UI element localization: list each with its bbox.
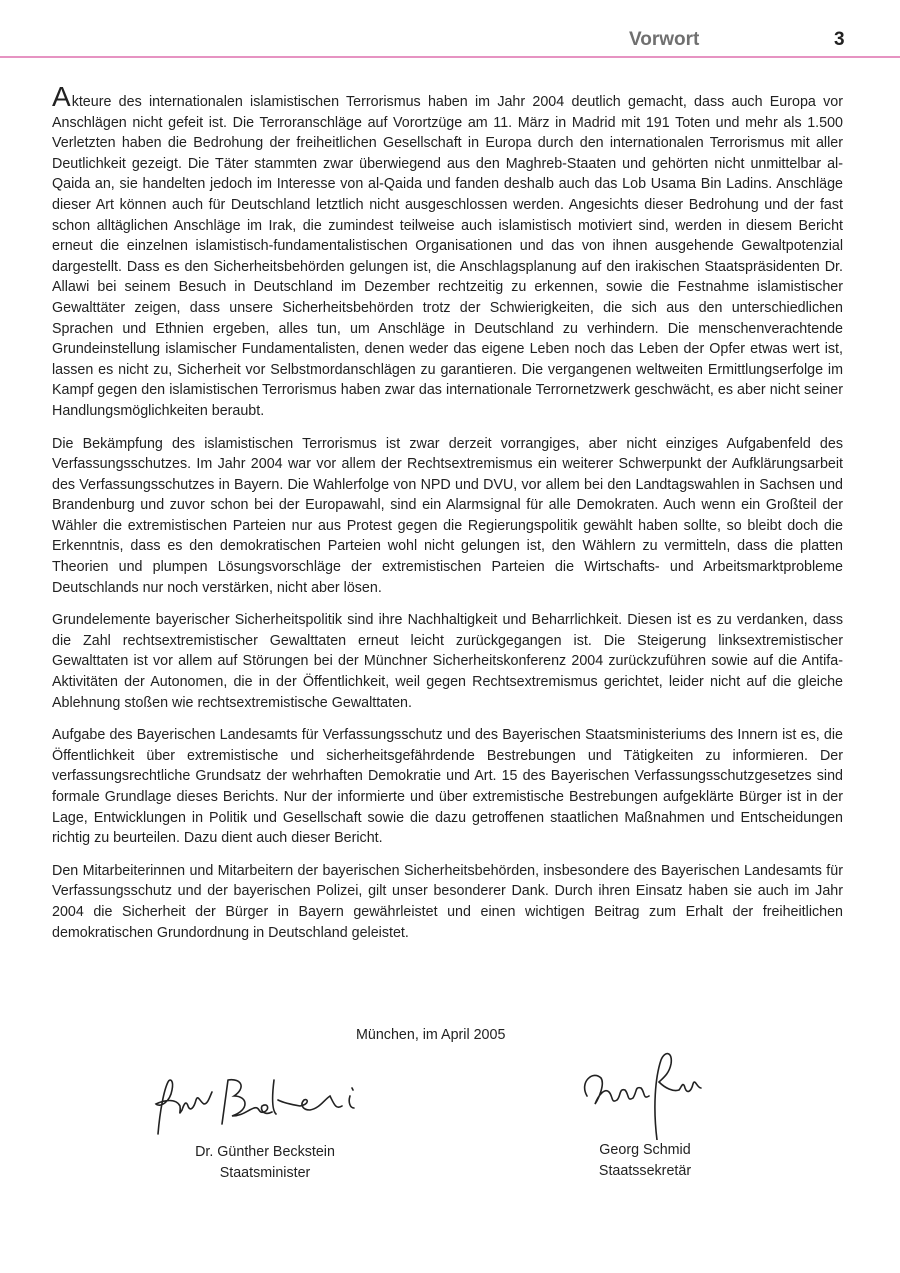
signature-beckstein-image [150, 1070, 380, 1142]
paragraph-1 [52, 81, 843, 422]
page-header [0, 0, 900, 56]
paragraph-3: Grundelemente bayerischer Sicherheitspolitik sind ihre Nachhaltigkeit und Beharrlichkeit. Diesen ist es zu verdanken, dass die Zahl rechtsextremistischer Gewalttaten erneut leicht zurückgegangen ist. Die Steigerung linksextremistischer Gewalttaten ist vor allem auf Störungen bei der Münchner Sicherheitskonferenz 2004 zurückzuführen sowie auf die Antifa-Aktivitäten der Autonomen, die in der Öffentlichkeit, weil gegen Rechtsextremismus gerichtet, leider nicht auf die gleiche Ablehnung stoßen wie rechtsextremistische Gewalttaten. [52, 612, 843, 711]
paragraph-5: Den Mitarbeiterinnen und Mitarbeitern der bayerischen Sicherheitsbehörden, insbesondere des Bayerischen Landesamts für Verfassungsschutz und der bayerischen Polizei, gilt unser besonderer Dank. Durch ihren Einsatz haben sie auch im Jahr 2004 die Sicherheit der Bürger in Bayern gewährleistet und einen wichtigen Beitrag zum Erhalt der freiheitlichen demokratischen Grundordnung in Deutschland geleistet. [52, 862, 843, 941]
drop-cap: A [52, 81, 71, 112]
header-rule [0, 56, 900, 58]
signatory-2-name: Georg Schmid [599, 1142, 691, 1158]
signature-schmid-image [555, 1048, 735, 1140]
place-date: München, im April 2005 [356, 1027, 506, 1043]
page-number: 3 [834, 29, 845, 50]
signatory-2-title: Staatssekretär [598, 1162, 692, 1179]
paragraph-4: Aufgabe des Bayerischen Landesamts für Verfassungsschutz und des Bayerischen Staatsministeriums des Innern ist es, die Öffentlichkeit über extremistische und sicherheitsgefährdende Bestrebungen und Tätigkeiten zu informieren. Der verfassungsrechtliche Grundsatz der wehrhaften Demokratie und Art. 15 des Bayerischen Verfassungsschutzgesetzes sind formale Grundlage dieses Berichts. Nur der informierte und über extremistische Bestrebungen aufgeklärte Bürger ist in der Lage, Entwicklungen in Politik und Gesellschaft sowie die dazu getroffenen staatlichen Maßnahmen und Entscheidungen richtig zu beurteilen. Dazu dient auch dieser Bericht. [52, 727, 843, 847]
paragraph-2: Die Bekämpfung des islamistischen Terrorismus ist zwar derzeit vorrangiges, aber nicht einziges Aufgabenfeld des Verfassungsschutzes. Im Jahr 2004 war vor allem der Rechtsextremismus ein weiterer Schwerpunkt der Aufklärungsarbeit des Verfassungsschutzes in Bayern. Die Wahlerfolge von NPD und DVU, vor allem bei den Landtagswahlen in Sachsen und Brandenburg und zuvor schon bei der Europawahl, sind ein Alarmsignal für alle Demokraten. Auch wenn ein Großteil der Wähler die extremistischen Parteien nur aus Protest gegen die Regierungspolitik gewählt haben sollte, so bleibt doch die Erkenntnis, dass es den demokratischen Parteien wohl nicht gelungen ist, den Wählern zu vermitteln, dass die platten Theorien und plumpen Lösungsvorschläge der extremistischen Parteien die Wirtschafts- und Arbeitsmarktprobleme Deutschlands nur noch verstärken, nicht aber lösen. [52, 435, 843, 596]
foreword-body [52, 81, 843, 955]
signatory-1-title: Staatsminister [219, 1164, 311, 1181]
section-title: Vorwort [629, 29, 700, 50]
signature-block-beckstein [150, 1070, 380, 1183]
signature-block-schmid [555, 1048, 735, 1181]
paragraph-1-text: kteure des internationalen islamistischen Terrorismus haben im Jahr 2004 deutlich gemacht, dass auch Europa vor Anschlägen nicht gefeit ist. Die Terroranschläge auf Vorortzüge am 11. März in Madrid mit 191 Toten und mehr als 1.500 Verletzten haben die Bedrohung der freiheitlichen Gesellschaft in Europa durch den internationalen Terrorismus mit aller Deutlichkeit gezeigt. Die Täter stammten zwar überwiegend aus den Maghreb-Staaten und gehörten nicht unmittelbar al-Qaida an, sie handelten jedoch im Interesse von al-Qaida und fanden deshalb auch das Lob Usama Bin Ladins. Anschläge dieser Art können auch für Deutschland letztlich nicht ausgeschlossen werden. Angesichts dieser Bedrohung und der fast schon alltäglichen Anschläge im Irak, die zumindest teilweise auch islamistisch motiviert sind, werden in diesem Bericht erneut die einzelnen islamistisch-fundamentalistischen Organisationen und das von ihnen ausgehende Gewaltpotenzial dargestellt. Dass es den Sicherheitsbehörden gelungen ist, die Anschlagsplanung auf den irakischen Staatspräsidenten Dr. Allawi bei seinem Besuch in Deutschland im Dezember rechtzeitig zu erkennen, sowie die Festnahme islamistischer Gewalttäter zeigen, dass unsere Sicherheitsbehörden trotz der Schwierigkeiten, die sich aus den unterschiedlichen Sprachen und Ethnien ergeben, alles tun, um Anschläge in Deutschland zu verhindern. Die menschenverachtende Grundeinstellung islamischer Fundamentalisten, denen weder das eigene Leben noch das Leben der Opfer etwas wert ist, lassen es nicht zu, Sicherheit vor Selbstmordanschlägen zu garantieren. Die vergangenen weltweiten Ermittlungserfolge im Kampf gegen den islamistischen Terrorismus haben zwar das internationale Terrornetzwerk geschwächt, es aber nicht seiner Handlungsmöglichkeiten beraubt. [52, 94, 843, 419]
signatory-1-name: Dr. Günther Beckstein [195, 1144, 335, 1160]
